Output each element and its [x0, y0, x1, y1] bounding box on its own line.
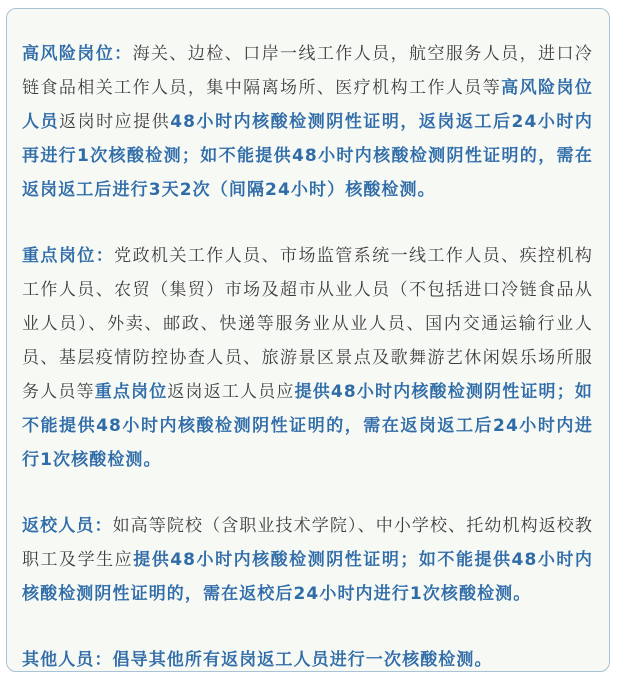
others-paragraph — [22, 643, 593, 677]
key-post-term: 重点岗位 — [94, 382, 168, 402]
high-risk-requirement: 48小时内核酸检测阴性证明，返岗返工后24小时内再进行1次核酸检测；如不能提供48小时内核酸检测阴性证明的，需在返岗返工后进行3天2次（间隔24小时）核酸检测。 — [22, 112, 593, 200]
school-return-heading: 返校人员： — [22, 516, 113, 536]
key-post-paragraph — [22, 239, 593, 477]
school-return-paragraph — [22, 509, 593, 611]
others-statement: 其他人员：倡导其他所有返岗返工人员进行一次核酸检测。 — [22, 650, 493, 670]
high-risk-paragraph — [22, 37, 593, 207]
high-risk-scope: 海关、边检、口岸一线工作人员，航空服务人员，进口冷链食品相关工作人员，集中隔离场所、医疗机构工作人员等 — [22, 44, 593, 98]
high-risk-term: 高风险岗位人员 — [22, 78, 593, 132]
high-risk-heading: 高风险岗位： — [22, 44, 133, 64]
key-post-scope: 党政机关工作人员、市场监管系统一线工作人员、疾控机构工作人员、农贸（集贸）市场及超市从业人员（不包括进口冷链食品从业人员）、外卖、邮政、快递等服务业从业人员、国内交通运输行业人员、基层疫情防控协查人员、旅游景区景点及歌舞游艺休闲娱乐场所服务人员等 — [22, 246, 593, 402]
key-post-requirement: 提供48小时内核酸检测阴性证明；如不能提供48小时内核酸检测阴性证明的，需在返岗返工后24小时内进行1次核酸检测。 — [22, 382, 593, 470]
school-return-requirement: 提供48小时内核酸检测阴性证明；如不能提供48小时内核酸检测阴性证明的，需在返校后24小时内进行1次核酸检测。 — [22, 550, 593, 604]
key-post-heading: 重点岗位： — [22, 246, 115, 266]
school-return-scope: 如高等院校（含职业技术学院）、中小学校、托幼机构返校教职工及学生应 — [22, 516, 594, 570]
notice-card — [6, 8, 610, 672]
high-risk-connector: 返岗时应提供 — [59, 112, 171, 132]
key-post-connector: 返岗返工人员应 — [167, 382, 295, 402]
